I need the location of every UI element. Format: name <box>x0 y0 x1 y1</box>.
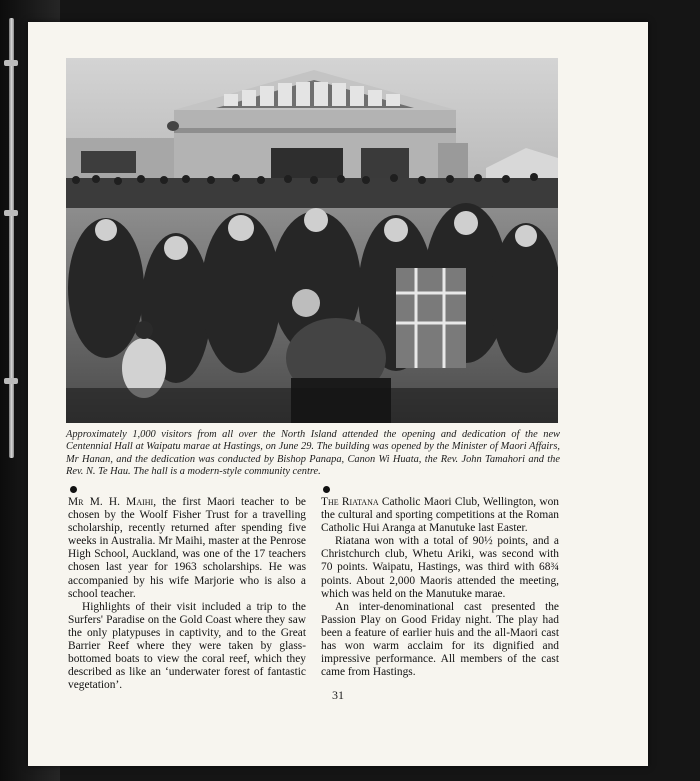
article-paragraph <box>321 496 559 535</box>
photo-ceremony-icon <box>66 58 558 423</box>
binding-clip <box>4 378 18 384</box>
bullet-icon <box>70 486 77 493</box>
article-paragraph: Riatana won with a total of 90½ points, and a Christchurch club, Whetu Ariki, was second with 70 points. Waipatu, Hastings, was third with 68¾ points. About 2,000 Maoris attended the meeting, which was held on the Manutuke marae. <box>321 535 559 600</box>
lead-name: Mr M. H. Maihi <box>68 496 154 508</box>
binding-clip <box>4 210 18 216</box>
lead-name: The Riatana <box>321 496 379 508</box>
hall-opening-photo <box>66 58 558 423</box>
article-riatana <box>321 486 559 679</box>
magazine-page <box>28 22 648 766</box>
paragraph-text: , the first Maori teacher to be chosen by the Woolf Fisher Trust for a travelling scholarship, recently returned after spending five weeks in Australia. Mr Maihi, master at the Penrose High School, Auckland, was one of the 17 teachers chosen last year for 1963 scholarships. He was accompanied by his wife Marjorie who is also a school teacher. <box>68 496 306 600</box>
article-paragraph: An inter-denominational cast presented the Passion Play on Good Friday night. The play had been a feature of earlier huis and the all-Maori cast has won warm acclaim for its dignified and impressive performance. All members of the cast came from Hastings. <box>321 600 559 679</box>
page-number: 31 <box>332 688 344 702</box>
bullet-icon <box>323 486 330 493</box>
photo-caption: Approximately 1,000 visitors from all over the North Island attended the opening and dedication of the new Centennial Hall at Waipatu marae at Hastings, on June 29. The building was opened by the Minister of Maori Affairs, Mr Hanan, and the dedication was conducted by Bishop Panapa, Canon Wi Huata, the Rev. John Tamahori and the Rev. N. Te Hau. The hall is a modern-style community centre. <box>66 429 560 477</box>
binding-rod <box>9 18 14 458</box>
paragraph-text: Catholic Maori Club, Wellington, won the cultural and sporting competitions at the Roman Catholic Hui Aranga at Manutuke last Easter. <box>321 496 559 535</box>
binding-clip <box>4 60 18 66</box>
article-paragraph: Highlights of their visit included a trip to the Surfers' Paradise on the Gold Coast where they saw the only platypuses in captivity, and to the Great Barrier Reef where they were taken by glass-bottomed boats to view the coral reef, which they described as like an ‘underwater forest of fantastic vegetation’. <box>68 600 306 692</box>
article-maihi <box>68 486 306 692</box>
article-paragraph <box>68 496 306 601</box>
